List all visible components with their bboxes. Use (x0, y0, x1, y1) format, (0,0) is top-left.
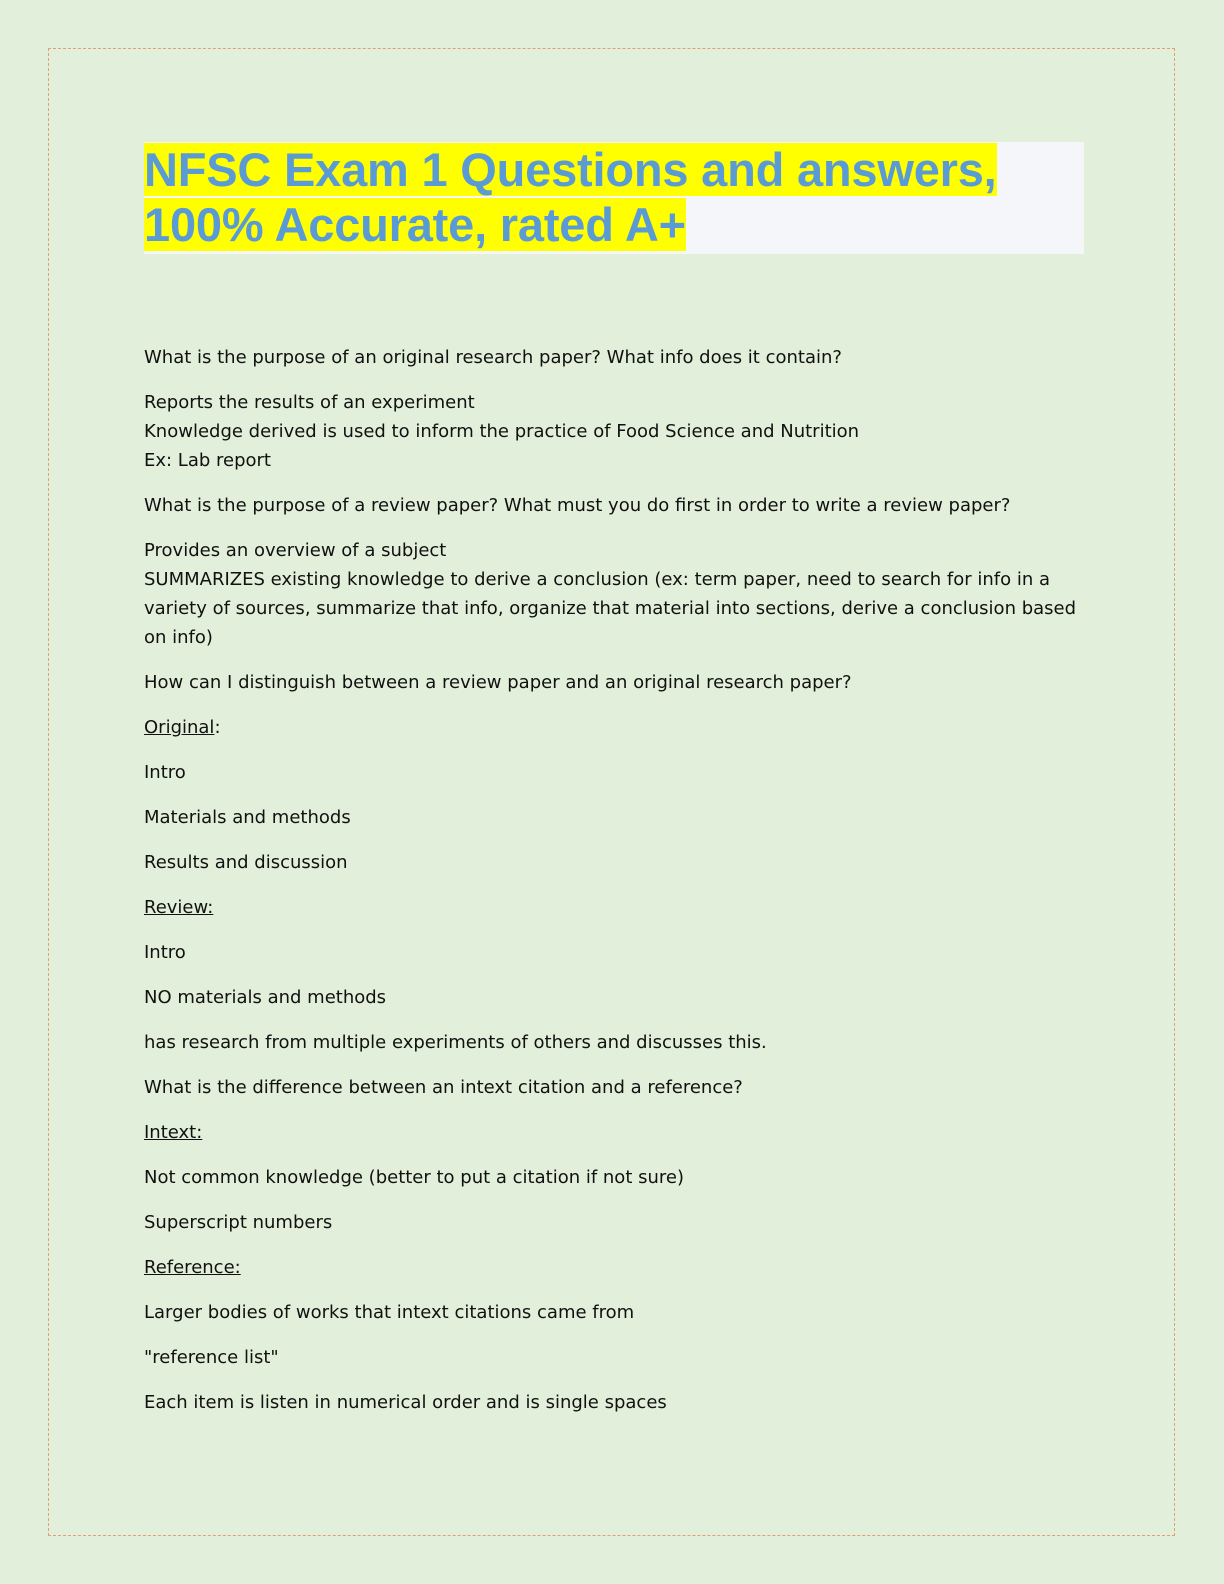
review-heading-row (144, 893, 1079, 922)
intext-item-1: Not common knowledge (better to put a citation if not sure) (144, 1167, 684, 1188)
answer-2-line-2: SUMMARIZES existing knowledge to derive a conclusion (ex: term paper, need to search for info in a variety of sources, summarize that info, organize that material into sections, derive a conclusion based on info) (144, 569, 1077, 648)
answer-1-line-1: Reports the results of an experiment (144, 392, 475, 413)
original-heading-colon: : (214, 717, 221, 738)
reference-item-2: "reference list" (144, 1347, 279, 1368)
review-item-2: NO materials and methods (144, 987, 387, 1008)
answer-2-line-1: Provides an overview of a subject (144, 540, 447, 561)
intext-heading-row (144, 1118, 1079, 1147)
original-heading: Original (144, 717, 215, 738)
question-1: What is the purpose of an original research paper? What info does it contain? (144, 347, 842, 368)
review-item-1: Intro (144, 942, 186, 963)
original-item-3: Results and discussion (144, 852, 348, 873)
document-title (144, 142, 1084, 252)
reference-item-1: Larger bodies of works that intext citations came from (144, 1302, 635, 1323)
question-2: What is the purpose of a review paper? What must you do first in order to write a review paper? (144, 495, 1011, 516)
reference-item-3: Each item is listen in numerical order and is single spaces (144, 1392, 667, 1413)
document-body (144, 343, 1079, 1417)
title-line-1: NFSC Exam 1 Questions and answers, (144, 143, 997, 196)
original-heading-row (144, 713, 1079, 742)
reference-heading-row (144, 1253, 1079, 1282)
question-3: How can I distinguish between a review paper and an original research paper? (144, 672, 852, 693)
answer-1-line-3: Ex: Lab report (144, 450, 271, 471)
review-heading: Review: (144, 897, 214, 918)
title-line-2: 100% Accurate, rated A+ (144, 198, 686, 251)
intext-heading: Intext: (144, 1122, 203, 1143)
reference-heading: Reference: (144, 1257, 241, 1278)
review-item-3: has research from multiple experiments of others and discusses this. (144, 1032, 767, 1053)
title-block (144, 142, 1084, 254)
question-4: What is the difference between an intext citation and a reference? (144, 1077, 743, 1098)
original-item-1: Intro (144, 762, 186, 783)
original-item-2: Materials and methods (144, 807, 351, 828)
intext-item-2: Superscript numbers (144, 1212, 333, 1233)
answer-1-line-2: Knowledge derived is used to inform the practice of Food Science and Nutrition (144, 421, 860, 442)
